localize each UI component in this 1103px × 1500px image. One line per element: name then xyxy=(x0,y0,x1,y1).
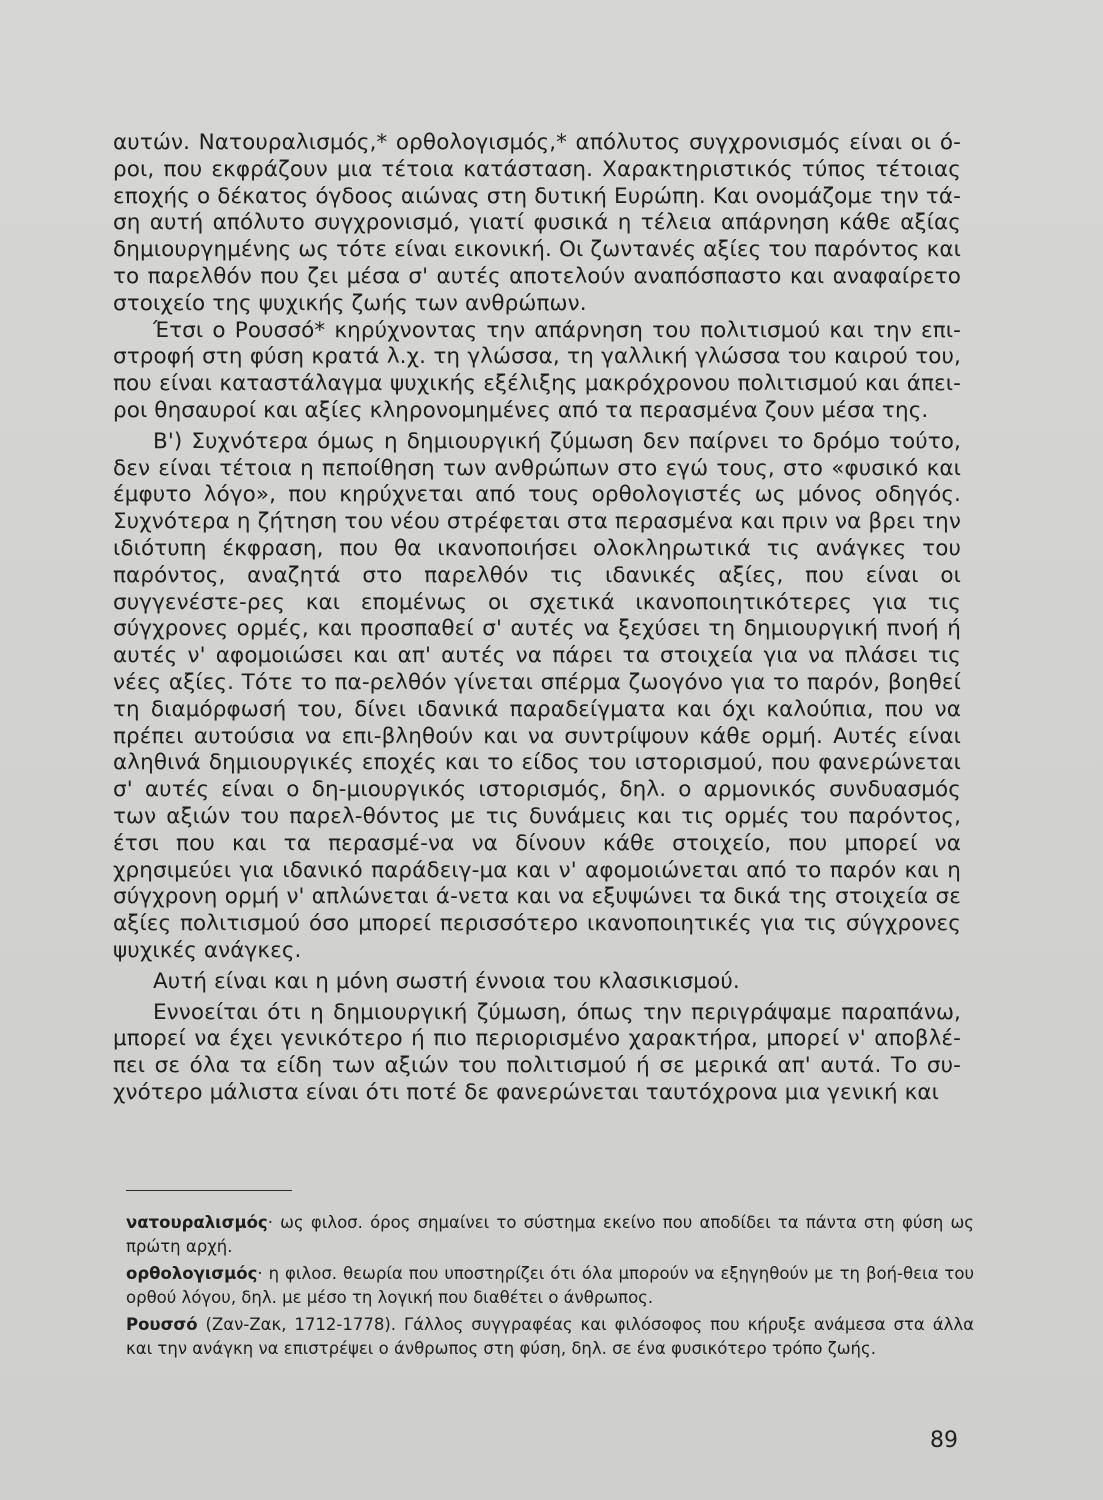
footnote-term: νατουραλισμός xyxy=(126,1213,268,1232)
paragraph-naturalism: αυτών. Νατουραλισμός,* ορθολογισμός,* απόλυτος συγχρονισμός είναι οι ό-ροι, που εκφράζουν μια τέτοια κατάσταση. Χαρακτηριστικός τύπος τέτοιας εποχής ο δέκατος όγδοος αιώνας στη δυτική Ευρώπη. Και ονομάζομε την τά-ση αυτή απόλυτο συγχρονισμό, γιατί φυσικά η τέλεια απάρνηση κάθε αξίας δημιουργημένης ως τότε είναι εικονική. Οι ζωντανές αξίες του παρόντος και το παρελθόν που ζει μέσα σ' αυτές αποτελούν αναπόσπαστο και αναφαίρετο στοιχείο της ψυχικής ζωής των ανθρώπων. xyxy=(113,130,961,316)
footnote-definition: · η φιλοσ. θεωρία που υποστηρίζει ότι όλα μπορούν να εξηγηθούν με τη βοή-θεια του ορθού λόγου, δηλ. με μέσο τη λογική που διαθέτει ο άνθρωπος. xyxy=(126,1264,974,1307)
footnote-rationalism xyxy=(126,1262,974,1310)
footnote-definition: (Ζαν-Ζακ, 1712-1778). Γάλλος συγγραφέας και φιλόσοφος που κήρυξε ανάμεσα στα άλλα και την ανάγκη να επιστρέψει ο άνθρωπος στη φύση, δηλ. σε ένα φυσικότερο τρόπο ζωής. xyxy=(126,1315,974,1358)
paragraph-classicism: Αυτή είναι και η μόνη σωστή έννοια του κλασικισμού. xyxy=(153,968,740,994)
footnote-divider xyxy=(126,1190,292,1191)
paragraph-creative-ferment: Β') Συχνότερα όμως η δημιουργική ζύμωση δεν παίρνει το δρόμο τούτο, δεν είναι τέτοια η πεποίθηση των ανθρώπων στο εγώ τους, στο «φυσικό και έμφυτο λόγο», που κηρύχνεται από τους ορθολογιστές ως μόνος οδηγός. Συχνότερα η ζήτηση του νέου στρέφεται στα περασμένα και πριν να βρει την ιδιότυπη έκφραση, που θα ικανοποιήσει ολοκληρωτικά τις ανάγκες του παρόντος, αναζητά στο παρελθόν τις ιδανικές αξίες, που είναι οι συγγενέστε-ρες και επομένως οι σχετικά ικανοποιητικότερες για τις σύγχρονες ορμές, και προσπαθεί σ' αυτές να ξεχύσει τη δημιουργική πνοή ή αυτές ν' αφομοιώσει και απ' αυτές να πάρει τα στοιχεία για να πλάσει τις νέες αξίες. Τότε το πα-ρελθόν γίνεται σπέρμα ζωογόνο για το παρόν, βοηθεί τη διαμόρφωσή του, δίνει ιδανικά παραδείγματα και όχι καλούπια, που να πρέπει αυτούσια να επι-βληθούν και να συντρίψουν κάθε ορμή. Αυτές είναι αληθινά δημιουργικές εποχές και το είδος του ιστορισμού, που φανερώνεται σ' αυτές είναι ο δη-μιουργικός ιστορισμός, δηλ. ο αρμονικός συνδυασμός των αξιών του παρελ-θόντος με τις δυνάμεις και τις ορμές του παρόντος, έτσι που και τα περασμέ-να να δίνουν κάθε στοιχείο, που μπορεί να χρησιμεύει για ιδανικό παράδειγ-μα και ν' αφομοιώνεται από το παρόν και η σύγχρονη ορμή ν' απλώνεται ά-νετα και να εξυψώνει τα δικά της στοιχεία σε αξίες πολιτισμού όσο μπορεί περισσότερο ικανοποιητικές για τις σύγχρονες ψυχικές ανάγκες. xyxy=(113,428,961,963)
page-number: 89 xyxy=(930,1428,958,1453)
paragraph-general-character: Εννοείται ότι η δημιουργική ζύμωση, όπως την περιγράψαμε παραπάνω, μπορεί να έχει γενικότερο ή πιο περιορισμένο χαρακτήρα, μπορεί ν' αποβλέ-πει σε όλα τα είδη των αξιών του πολιτισμού ή σε μερικά απ' αυτά. Το συ-χνότερο μάλιστα είναι ότι ποτέ δε φανερώνεται ταυτόχρονα μια γενική και xyxy=(113,999,961,1105)
footnote-rousseau xyxy=(126,1313,974,1361)
footnotes xyxy=(126,1211,974,1364)
footnote-term: ορθολογισμός xyxy=(126,1264,258,1283)
paragraph-rousseau: Έτσι ο Ρουσσό* κηρύχνοντας την απάρνηση του πολιτισμού και την επι-στροφή στη φύση κρατά λ.χ. τη γλώσσα, τη γαλλική γλώσσα του καιρού του, που είναι καταστάλαγμα ψυχικής εξέλιξης μακρόχρονου πολιτισμού και άπει-ροι θησαυροί και αξίες κληρονομημένες από τα περασμένα ζουν μέσα της. xyxy=(113,317,961,423)
footnote-term: Ρουσσό xyxy=(126,1315,198,1334)
footnote-naturalism xyxy=(126,1211,974,1259)
footnote-definition: · ως φιλοσ. όρος σημαίνει το σύστημα εκείνο που αποδίδει τα πάντα στη φύση ως πρώτη αρχή. xyxy=(126,1213,974,1256)
main-text xyxy=(113,130,961,1107)
